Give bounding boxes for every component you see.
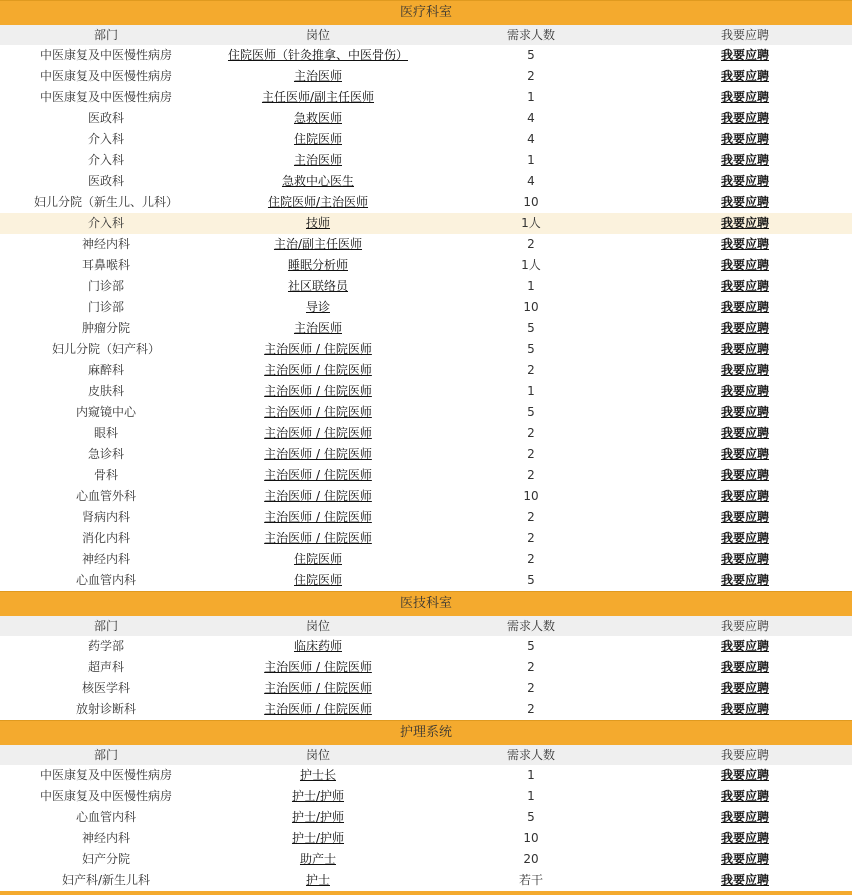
table-row	[0, 636, 852, 657]
position-link[interactable]: 主治/副主任医师	[273, 237, 363, 251]
department-cell: 内窥镜中心	[75, 405, 136, 419]
count-cell: 10	[523, 195, 539, 209]
apply-link[interactable]: 我要应聘	[720, 300, 769, 314]
table-row	[0, 486, 852, 507]
table-header-row	[0, 745, 852, 765]
column-header: 岗位	[305, 28, 330, 42]
apply-link[interactable]: 我要应聘	[720, 258, 769, 272]
department-cell: 妇儿分院（新生儿、儿科）	[33, 195, 178, 209]
apply-link[interactable]: 我要应聘	[720, 552, 769, 566]
department-cell: 妇儿分院（妇产科）	[51, 342, 160, 356]
apply-cell	[638, 444, 852, 465]
apply-cell	[638, 486, 852, 507]
position-link[interactable]: 护士/护师	[291, 789, 345, 803]
count-cell: 10	[523, 831, 539, 845]
position-cell	[212, 234, 424, 255]
apply-cell	[638, 129, 852, 150]
department-cell: 心血管内科	[75, 573, 136, 587]
position-link[interactable]: 主治医师 / 住院医师	[264, 510, 372, 524]
table-row	[0, 699, 852, 720]
department-cell: 放射诊断科	[75, 702, 136, 716]
position-link[interactable]: 住院医师	[293, 552, 342, 566]
section-title: 医技科室	[0, 591, 852, 616]
count-cell: 若干	[518, 873, 543, 887]
table-row	[0, 678, 852, 699]
position-link[interactable]: 主治医师 / 住院医师	[264, 660, 372, 674]
count-cell: 2	[527, 531, 535, 545]
apply-cell	[638, 828, 852, 849]
department-cell: 眼科	[93, 426, 118, 440]
apply-link[interactable]: 我要应聘	[720, 789, 769, 803]
apply-cell	[638, 786, 852, 807]
count-cell: 10	[523, 489, 539, 503]
apply-cell	[638, 255, 852, 276]
apply-link[interactable]: 我要应聘	[720, 447, 769, 461]
apply-link[interactable]: 我要应聘	[720, 69, 769, 83]
apply-link[interactable]: 我要应聘	[720, 111, 769, 125]
apply-link[interactable]: 我要应聘	[720, 426, 769, 440]
count-cell: 2	[527, 363, 535, 377]
table-row	[0, 570, 852, 591]
count-cell: 2	[527, 660, 535, 674]
count-cell: 1	[527, 384, 535, 398]
apply-cell	[638, 549, 852, 570]
count-cell: 1人	[521, 258, 541, 272]
position-cell	[212, 423, 424, 444]
department-cell: 肾病内科	[81, 510, 130, 524]
table-row	[0, 807, 852, 828]
apply-cell	[638, 528, 852, 549]
count-cell: 1	[527, 789, 535, 803]
apply-cell	[638, 657, 852, 678]
department-cell: 中医康复及中医慢性病房	[39, 789, 172, 803]
position-cell	[212, 108, 424, 129]
count-cell: 2	[527, 69, 535, 83]
apply-link[interactable]: 我要应聘	[720, 573, 769, 587]
apply-cell	[638, 45, 852, 66]
apply-link[interactable]: 我要应聘	[720, 48, 769, 62]
position-link[interactable]: 急救中心医生	[281, 174, 354, 188]
table-row	[0, 171, 852, 192]
apply-link[interactable]: 我要应聘	[720, 216, 769, 230]
table-row	[0, 786, 852, 807]
position-cell	[212, 828, 424, 849]
apply-link[interactable]: 我要应聘	[720, 873, 769, 887]
table-row	[0, 150, 852, 171]
table-row	[0, 849, 852, 870]
apply-link[interactable]: 我要应聘	[720, 489, 769, 503]
table-row	[0, 360, 852, 381]
apply-link[interactable]: 我要应聘	[720, 810, 769, 824]
count-cell: 1	[527, 90, 535, 104]
position-cell	[212, 444, 424, 465]
apply-link[interactable]: 我要应聘	[720, 237, 769, 251]
department-cell: 中医康复及中医慢性病房	[39, 48, 172, 62]
count-cell: 1	[527, 768, 535, 782]
apply-link[interactable]: 我要应聘	[720, 681, 769, 695]
count-cell: 1	[527, 279, 535, 293]
table-row	[0, 66, 852, 87]
column-header: 我要应聘	[720, 619, 769, 633]
table-header-row	[0, 25, 852, 45]
count-cell: 2	[527, 237, 535, 251]
position-cell	[212, 381, 424, 402]
column-header: 我要应聘	[720, 28, 769, 42]
position-link[interactable]: 急救医师	[293, 111, 342, 125]
table-row	[0, 276, 852, 297]
count-cell: 20	[523, 852, 539, 866]
position-cell	[212, 699, 424, 720]
position-link[interactable]: 主治医师 / 住院医师	[264, 363, 372, 377]
position-link[interactable]: 护士	[305, 873, 330, 887]
column-header: 部门	[93, 748, 118, 762]
position-link[interactable]: 住院医师	[293, 573, 342, 587]
apply-link[interactable]: 我要应聘	[720, 639, 769, 653]
department-cell: 心血管外科	[75, 489, 136, 503]
position-cell	[212, 129, 424, 150]
position-link[interactable]: 睡眠分析师	[287, 258, 348, 272]
position-link[interactable]: 主治医师 / 住院医师	[264, 702, 372, 716]
count-cell: 1人	[521, 216, 541, 230]
table-row	[0, 507, 852, 528]
apply-cell	[638, 234, 852, 255]
table-row	[0, 87, 852, 108]
table-row	[0, 297, 852, 318]
position-cell	[212, 45, 424, 66]
position-link[interactable]: 护士/护师	[291, 831, 345, 845]
department-cell: 骨科	[93, 468, 118, 482]
apply-link[interactable]: 我要应聘	[720, 660, 769, 674]
count-cell: 5	[527, 321, 535, 335]
position-cell	[212, 318, 424, 339]
apply-cell	[638, 465, 852, 486]
table-row	[0, 423, 852, 444]
table-row	[0, 402, 852, 423]
table-row	[0, 255, 852, 276]
table-row	[0, 129, 852, 150]
position-cell	[212, 765, 424, 786]
column-header: 岗位	[305, 619, 330, 633]
position-cell	[212, 339, 424, 360]
count-cell: 5	[527, 573, 535, 587]
count-cell: 10	[523, 300, 539, 314]
apply-link[interactable]: 我要应聘	[720, 702, 769, 716]
apply-cell	[638, 87, 852, 108]
position-cell	[212, 549, 424, 570]
department-cell: 医政科	[87, 174, 124, 188]
count-cell: 5	[527, 405, 535, 419]
count-cell: 2	[527, 681, 535, 695]
table-row	[0, 549, 852, 570]
count-cell: 2	[527, 510, 535, 524]
position-link[interactable]: 主治医师 / 住院医师	[264, 489, 372, 503]
position-link[interactable]: 住院医师（针灸推拿、中医骨伤）	[227, 48, 408, 62]
apply-cell	[638, 213, 852, 234]
count-cell: 2	[527, 468, 535, 482]
apply-link[interactable]: 我要应聘	[720, 321, 769, 335]
table-row	[0, 765, 852, 786]
count-cell: 1	[527, 153, 535, 167]
position-link[interactable]: 主治医师 / 住院医师	[264, 384, 372, 398]
count-cell: 2	[527, 552, 535, 566]
position-link[interactable]: 主治医师 / 住院医师	[264, 342, 372, 356]
department-cell: 麻醉科	[87, 363, 124, 377]
apply-cell	[638, 402, 852, 423]
position-cell	[212, 360, 424, 381]
position-link[interactable]: 主治医师	[293, 321, 342, 335]
column-header: 需求人数	[506, 28, 555, 42]
department-cell: 心血管内科	[75, 810, 136, 824]
apply-link[interactable]: 我要应聘	[720, 279, 769, 293]
apply-cell	[638, 318, 852, 339]
table-row	[0, 234, 852, 255]
position-link[interactable]: 导诊	[305, 300, 330, 314]
apply-cell	[638, 297, 852, 318]
table-row	[0, 870, 852, 891]
position-cell	[212, 657, 424, 678]
position-link[interactable]: 住院医师/主治医师	[267, 195, 369, 209]
department-cell: 肿瘤分院	[81, 321, 130, 335]
apply-cell	[638, 339, 852, 360]
table-row	[0, 465, 852, 486]
position-cell	[212, 276, 424, 297]
table-header-row	[0, 616, 852, 636]
count-cell: 4	[527, 174, 535, 188]
department-cell: 医政科	[87, 111, 124, 125]
column-header: 我要应聘	[720, 748, 769, 762]
column-header: 需求人数	[506, 619, 555, 633]
column-header: 岗位	[305, 748, 330, 762]
section-title: 护理系统	[0, 720, 852, 745]
position-link[interactable]: 临床药师	[293, 639, 342, 653]
apply-link[interactable]: 我要应聘	[720, 468, 769, 482]
count-cell: 5	[527, 48, 535, 62]
department-cell: 药学部	[87, 639, 124, 653]
table-row	[0, 213, 852, 234]
apply-link[interactable]: 我要应聘	[720, 852, 769, 866]
count-cell: 5	[527, 810, 535, 824]
position-cell	[212, 678, 424, 699]
apply-cell	[638, 66, 852, 87]
position-link[interactable]: 主任医师/副主任医师	[261, 90, 375, 104]
count-cell: 5	[527, 639, 535, 653]
table-row	[0, 381, 852, 402]
apply-cell	[638, 171, 852, 192]
apply-cell	[638, 360, 852, 381]
apply-link[interactable]: 我要应聘	[720, 132, 769, 146]
count-cell: 2	[527, 447, 535, 461]
table-row	[0, 108, 852, 129]
position-link[interactable]: 社区联络员	[287, 279, 348, 293]
apply-cell	[638, 192, 852, 213]
department-cell: 中医康复及中医慢性病房	[39, 90, 172, 104]
table-row	[0, 528, 852, 549]
position-cell	[212, 807, 424, 828]
apply-link[interactable]: 我要应聘	[720, 405, 769, 419]
position-cell	[212, 171, 424, 192]
apply-cell	[638, 507, 852, 528]
apply-cell	[638, 381, 852, 402]
apply-cell	[638, 150, 852, 171]
apply-cell	[638, 678, 852, 699]
apply-link[interactable]: 我要应聘	[720, 363, 769, 377]
count-cell: 2	[527, 702, 535, 716]
table-row	[0, 828, 852, 849]
position-link[interactable]: 护士/护师	[291, 810, 345, 824]
position-link[interactable]: 助产士	[299, 852, 336, 866]
section-title: 医疗科室	[0, 0, 852, 25]
department-cell: 神经内科	[81, 237, 130, 251]
department-cell: 妇产科/新生儿科	[61, 873, 151, 887]
apply-link[interactable]: 我要应聘	[720, 831, 769, 845]
position-link[interactable]: 主治医师 / 住院医师	[264, 405, 372, 419]
column-header: 需求人数	[506, 748, 555, 762]
position-cell	[212, 849, 424, 870]
table-row	[0, 444, 852, 465]
position-cell	[212, 465, 424, 486]
position-cell	[212, 507, 424, 528]
apply-cell	[638, 570, 852, 591]
count-cell: 4	[527, 132, 535, 146]
position-link[interactable]: 主治医师 / 住院医师	[264, 468, 372, 482]
apply-link[interactable]: 我要应聘	[720, 510, 769, 524]
position-cell	[212, 486, 424, 507]
position-cell	[212, 570, 424, 591]
apply-link[interactable]: 我要应聘	[720, 195, 769, 209]
apply-link[interactable]: 我要应聘	[720, 153, 769, 167]
position-link[interactable]: 住院医师	[293, 132, 342, 146]
apply-cell	[638, 870, 852, 891]
position-cell	[212, 297, 424, 318]
department-cell: 介入科	[87, 132, 124, 146]
column-header: 部门	[93, 28, 118, 42]
department-cell: 核医学科	[81, 681, 130, 695]
position-link[interactable]: 主治医师 / 住院医师	[264, 426, 372, 440]
position-cell	[212, 150, 424, 171]
apply-link[interactable]: 我要应聘	[720, 384, 769, 398]
position-link[interactable]: 主治医师	[293, 69, 342, 83]
department-cell: 神经内科	[81, 552, 130, 566]
department-cell: 急诊科	[87, 447, 124, 461]
position-link[interactable]: 技师	[305, 216, 330, 230]
apply-cell	[638, 636, 852, 657]
apply-link[interactable]: 我要应聘	[720, 531, 769, 545]
position-cell	[212, 192, 424, 213]
apply-link[interactable]: 我要应聘	[720, 342, 769, 356]
department-cell: 介入科	[87, 216, 124, 230]
apply-cell	[638, 276, 852, 297]
department-cell: 神经内科	[81, 831, 130, 845]
department-cell: 妇产分院	[81, 852, 130, 866]
department-cell: 耳鼻喉科	[81, 258, 130, 272]
count-cell: 5	[527, 342, 535, 356]
table-row	[0, 45, 852, 66]
table-row	[0, 339, 852, 360]
department-cell: 介入科	[87, 153, 124, 167]
position-cell	[212, 528, 424, 549]
table-row	[0, 657, 852, 678]
position-link[interactable]: 主治医师 / 住院医师	[264, 447, 372, 461]
position-cell	[212, 87, 424, 108]
position-cell	[212, 870, 424, 891]
position-cell	[212, 66, 424, 87]
count-cell: 2	[527, 426, 535, 440]
position-link[interactable]: 主治医师 / 住院医师	[264, 681, 372, 695]
count-cell: 4	[527, 111, 535, 125]
apply-cell	[638, 807, 852, 828]
department-cell: 门诊部	[87, 279, 124, 293]
department-cell: 消化内科	[81, 531, 130, 545]
department-cell: 门诊部	[87, 300, 124, 314]
department-cell: 中医康复及中医慢性病房	[39, 768, 172, 782]
position-link[interactable]: 护士长	[299, 768, 336, 782]
table-row	[0, 192, 852, 213]
apply-cell	[638, 699, 852, 720]
apply-cell	[638, 765, 852, 786]
position-cell	[212, 255, 424, 276]
apply-cell	[638, 423, 852, 444]
apply-link[interactable]: 我要应聘	[720, 90, 769, 104]
apply-link[interactable]: 我要应聘	[720, 174, 769, 188]
position-cell	[212, 402, 424, 423]
column-header: 部门	[93, 619, 118, 633]
department-cell: 皮肤科	[87, 384, 124, 398]
table-row	[0, 318, 852, 339]
apply-cell	[638, 849, 852, 870]
position-cell	[212, 213, 424, 234]
apply-link[interactable]: 我要应聘	[720, 768, 769, 782]
apply-cell	[638, 108, 852, 129]
position-cell	[212, 636, 424, 657]
position-link[interactable]: 主治医师	[293, 153, 342, 167]
department-cell: 中医康复及中医慢性病房	[39, 69, 172, 83]
position-link[interactable]: 主治医师 / 住院医师	[264, 531, 372, 545]
position-cell	[212, 786, 424, 807]
department-cell: 超声科	[87, 660, 124, 674]
